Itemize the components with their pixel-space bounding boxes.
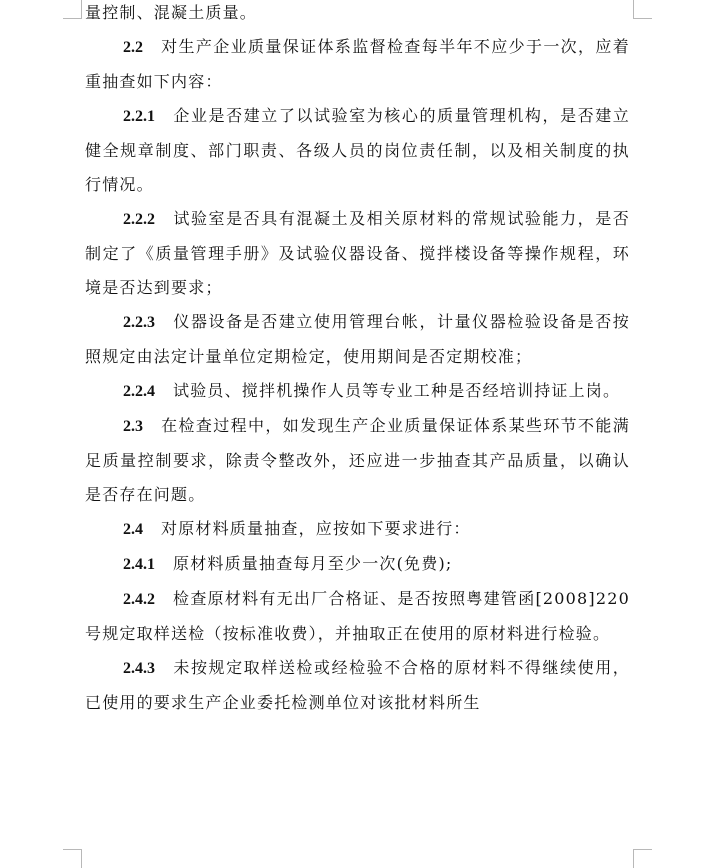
section-number: 2.4.2 bbox=[123, 591, 155, 608]
paragraph-text: 试验室是否具有混凝土及相关原材料的常规试验能力，是否制定了《质量管理手册》及试验仪器设备、搅拌楼设备等操作规程，环境是否达到要求； bbox=[85, 209, 630, 297]
paragraph-2-4 bbox=[85, 512, 630, 547]
paragraph-2-2 bbox=[85, 30, 630, 99]
section-number: 2.4.1 bbox=[123, 556, 155, 573]
paragraph-text: 企业是否建立了以试验室为核心的质量管理机构，是否建立健全规章制度、部门职责、各级人员的岗位责任制，以及相关制度的执行情况。 bbox=[85, 106, 630, 194]
paragraph-text: 量控制、混凝土质量。 bbox=[85, 3, 258, 22]
paragraph-2-4-3 bbox=[85, 651, 630, 720]
paragraph-2-3 bbox=[85, 409, 630, 512]
crop-mark-bottom-right bbox=[633, 849, 652, 868]
section-number: 2.2.2 bbox=[123, 211, 155, 228]
paragraph-continuation bbox=[85, 0, 630, 30]
section-number: 2.4.3 bbox=[123, 660, 155, 677]
paragraph-2-2-4 bbox=[85, 374, 630, 409]
paragraph-text: 仪器设备是否建立使用管理台帐，计量仪器检验设备是否按照规定由法定计量单位定期检定，使用期间是否定期校准； bbox=[85, 312, 630, 366]
section-number: 2.3 bbox=[123, 418, 143, 435]
paragraph-2-2-2 bbox=[85, 202, 630, 305]
paragraph-text: 检查原材料有无出厂合格证、是否按照粤建管函[2008]220号规定取样送检（按标准收费），并抽取正在使用的原材料进行检验。 bbox=[85, 589, 630, 643]
paragraph-2-2-3 bbox=[85, 305, 630, 374]
paragraph-text: 原材料质量抽查每月至少一次(免费); bbox=[173, 554, 453, 573]
crop-mark-top-left bbox=[63, 0, 82, 19]
paragraph-text: 未按规定取样送检或经检验不合格的原材料不得继续使用，已使用的要求生产企业委托检测单位对该批材料所生 bbox=[85, 658, 630, 712]
paragraph-text: 在检查过程中，如发现生产企业质量保证体系某些环节不能满足质量控制要求，除责令整改外，还应进一步抽查其产品质量，以确认是否存在问题。 bbox=[85, 416, 630, 504]
paragraph-text: 对原材料质量抽查，应按如下要求进行： bbox=[161, 519, 471, 538]
paragraph-text: 试验员、搅拌机操作人员等专业工种是否经培训持证上岗。 bbox=[173, 381, 621, 400]
section-number: 2.2.1 bbox=[123, 108, 155, 125]
document-body bbox=[85, 0, 630, 720]
paragraph-2-4-2 bbox=[85, 582, 630, 651]
section-number: 2.2.3 bbox=[123, 314, 155, 331]
crop-mark-top-right bbox=[633, 0, 652, 19]
paragraph-2-2-1 bbox=[85, 99, 630, 202]
paragraph-text: 对生产企业质量保证体系监督检查每半年不应少于一次，应着重抽查如下内容： bbox=[85, 37, 630, 91]
crop-mark-bottom-left bbox=[63, 849, 82, 868]
paragraph-2-4-1 bbox=[85, 547, 630, 582]
section-number: 2.2 bbox=[123, 39, 143, 56]
section-number: 2.2.4 bbox=[123, 383, 155, 400]
section-number: 2.4 bbox=[123, 521, 143, 538]
